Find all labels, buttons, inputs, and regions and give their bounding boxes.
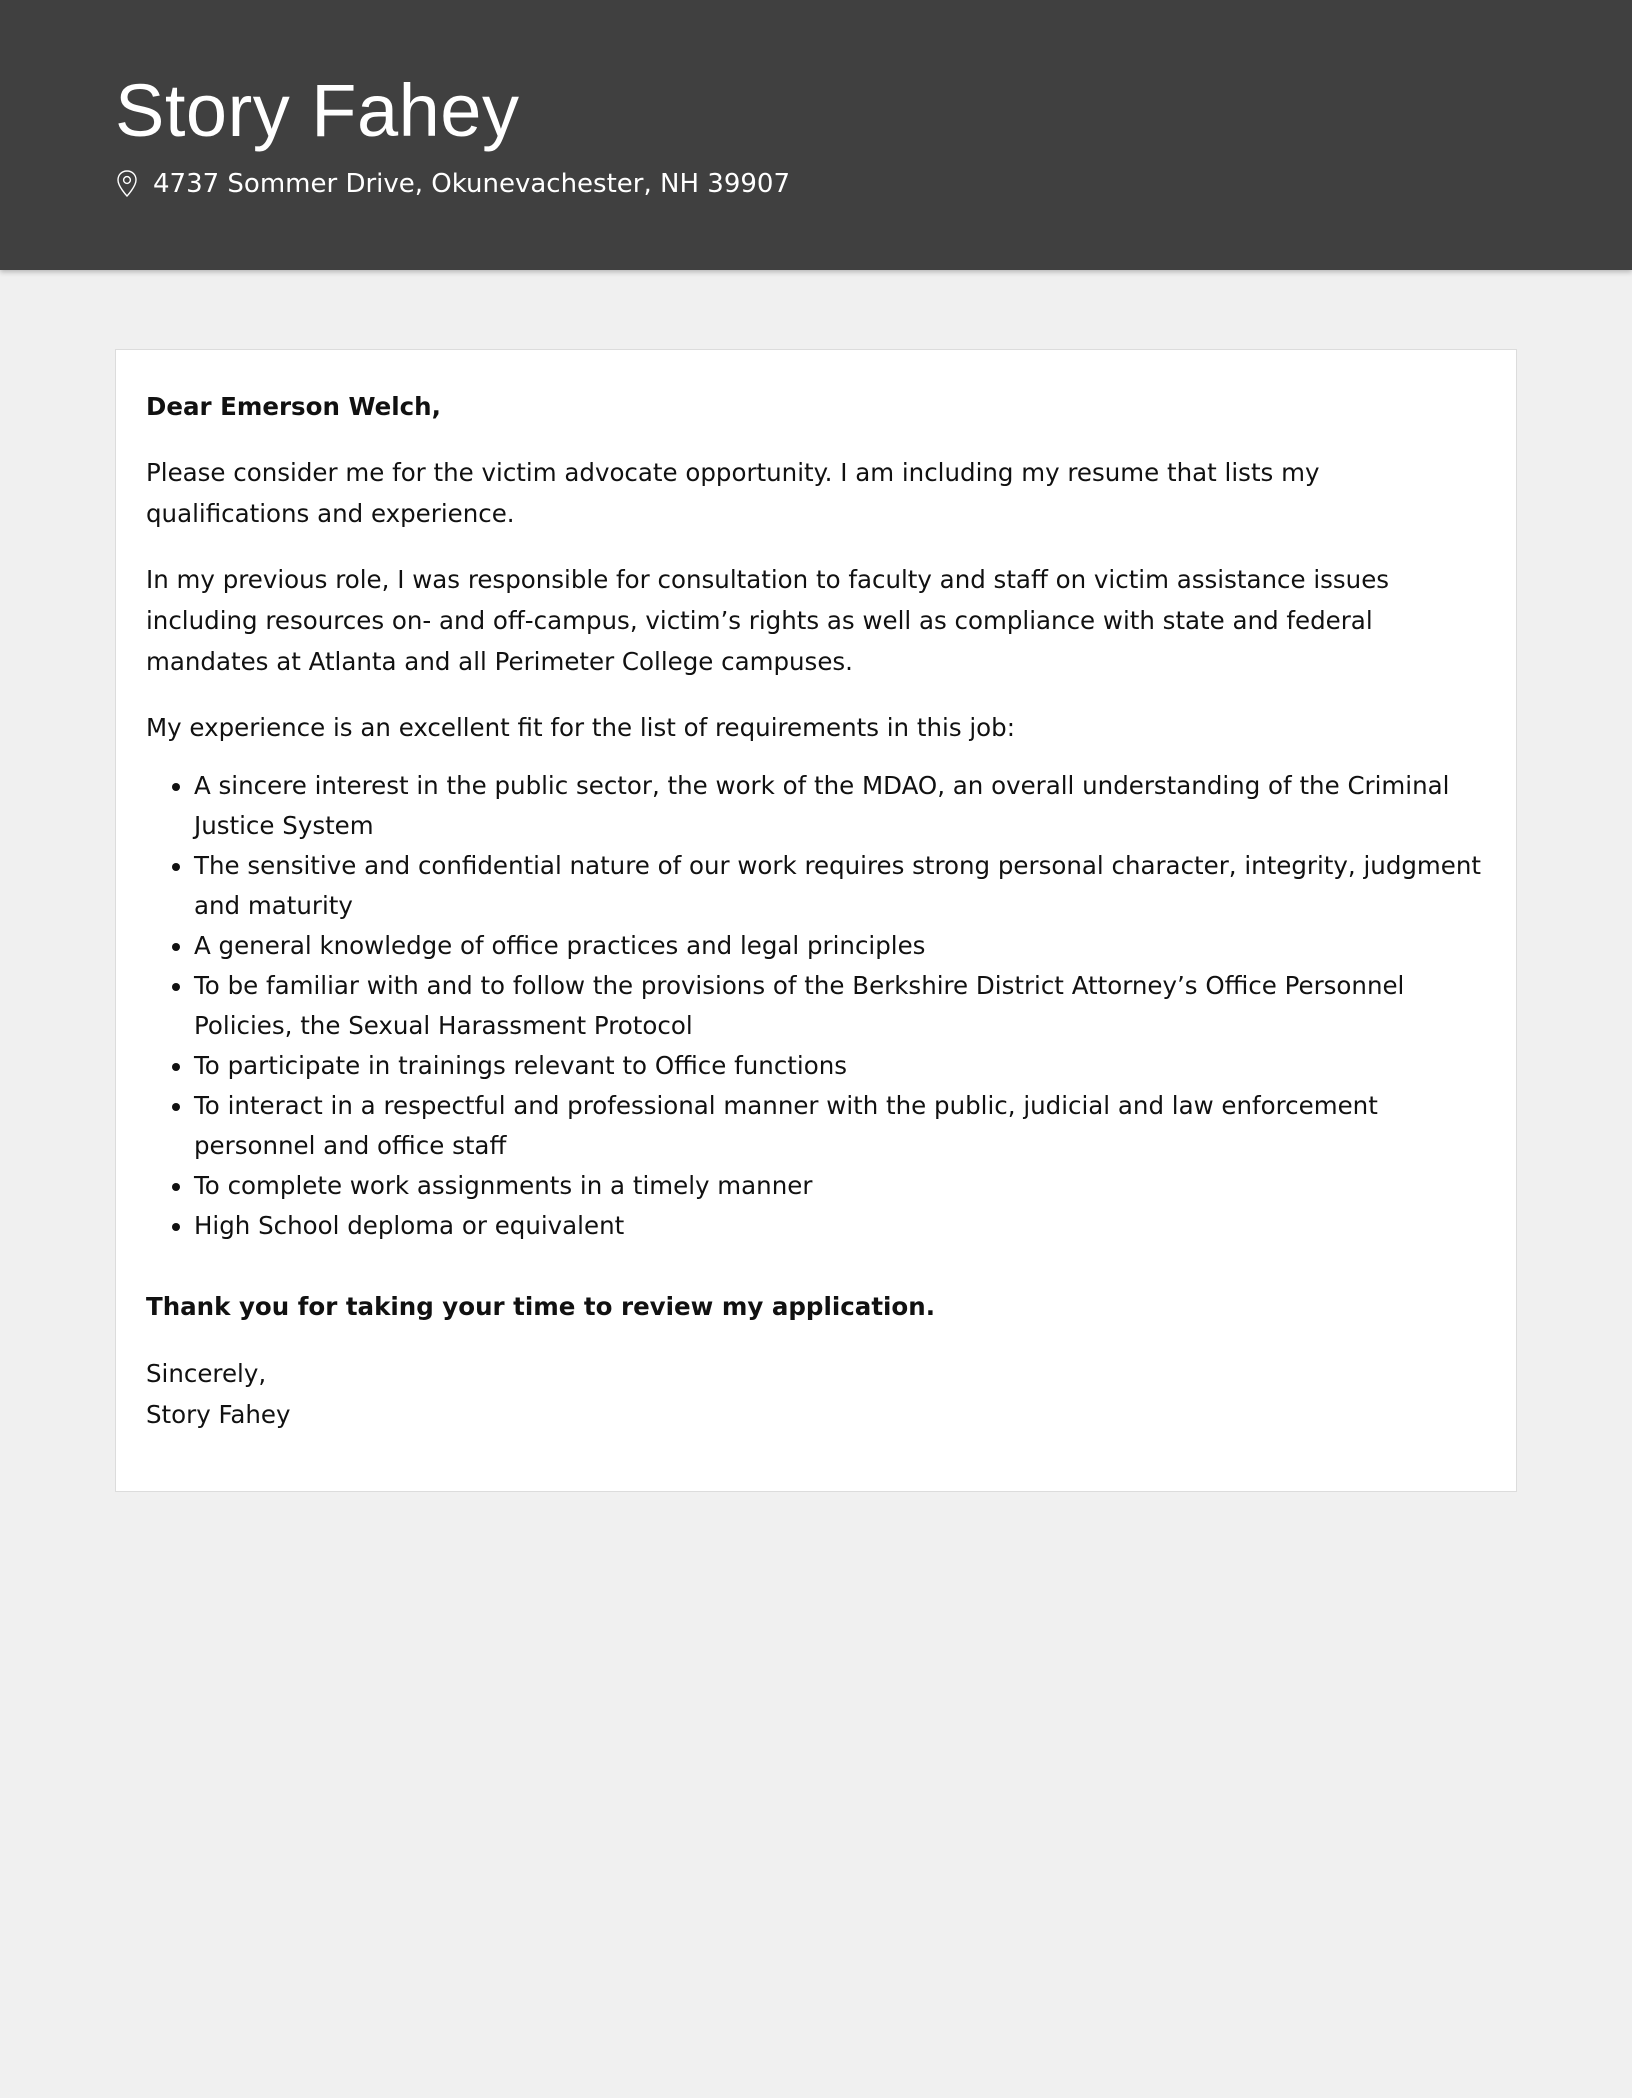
list-item: • High School deploma or equivalent (194, 1206, 1486, 1246)
paragraph-experience: In my previous role, I was responsible for consultation to faculty and staff on victim assistance issues including resources on- and off-campus, victim’s rights as well as compliance with state and federal mandates at Atlanta and all Perimeter College campuses. (146, 565, 1390, 676)
closing: Sincerely, (146, 1359, 267, 1388)
map-pin-icon (115, 169, 139, 199)
address: 4737 Sommer Drive, Okunevachester, NH 39907 (153, 169, 790, 199)
applicant-name: Story Fahey (115, 69, 520, 152)
requirements-intro: My experience is an excellent fit for the list of requirements in this job: (146, 713, 1015, 742)
requirements-list (146, 766, 1486, 1246)
list-item: • To be familiar with and to follow the provisions of the Berkshire District Attorney’s Office Personnel Policies, the Sexual Harassment Protocol (194, 966, 1486, 1046)
paragraph-intro: Please consider me for the victim advocate opportunity. I am including my resume that lists my qualifications and experience. (146, 458, 1320, 528)
thanks-line: Thank you for taking your time to review my application. (146, 1292, 936, 1321)
list-item: • A general knowledge of office practices and legal principles (194, 926, 1486, 966)
list-item: • To participate in trainings relevant to Office functions (194, 1046, 1486, 1086)
address-row (115, 168, 1632, 200)
list-item: • To complete work assignments in a timely manner (194, 1166, 1486, 1206)
list-item: • To interact in a respectful and professional manner with the public, judicial and law enforcement personnel and office staff (194, 1086, 1486, 1166)
letter-card (115, 349, 1517, 1492)
salutation: Dear Emerson Welch, (146, 392, 441, 421)
list-item: • A sincere interest in the public sector, the work of the MDAO, an overall understanding of the Criminal Justice System (194, 766, 1486, 846)
signature: Story Fahey (146, 1400, 291, 1429)
header (0, 0, 1632, 270)
list-item: • The sensitive and confidential nature of our work requires strong personal character, integrity, judgment and maturity (194, 846, 1486, 926)
